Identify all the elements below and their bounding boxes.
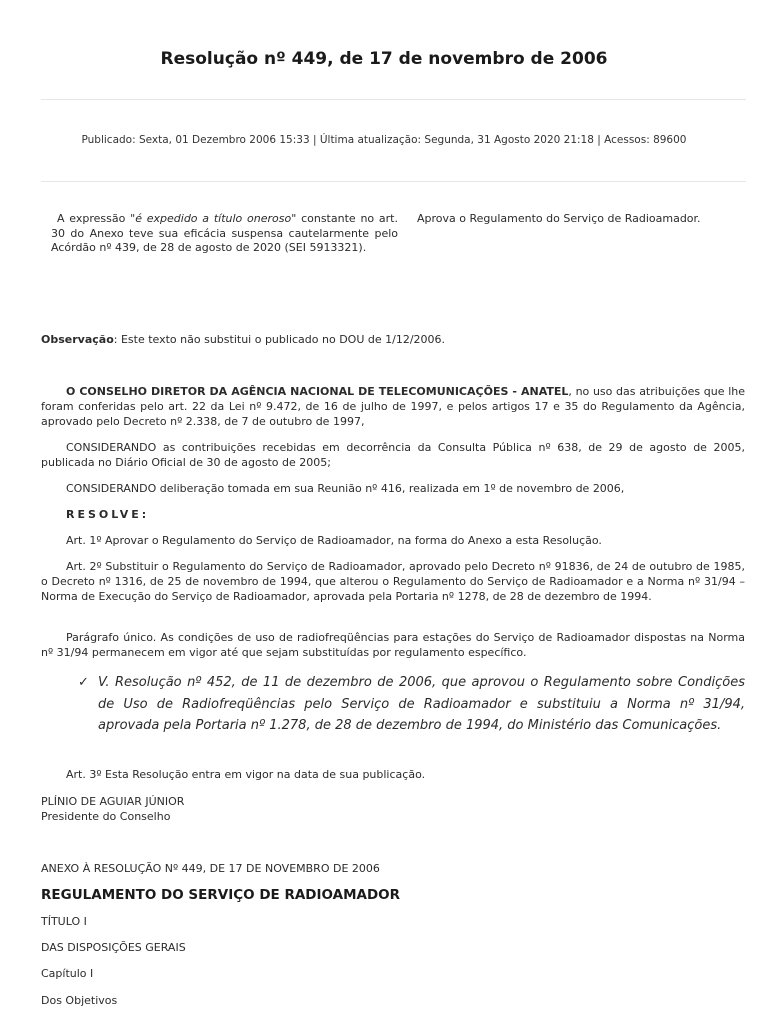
capitulo-heading: Capítulo I xyxy=(41,967,94,980)
anexo-heading: ANEXO À RESOLUÇÃO Nº 449, DE 17 DE NOVEMBRO DE 2006 xyxy=(41,862,380,875)
preamble-paragraph: O CONSELHO DIRETOR DA AGÊNCIA NACIONAL DE TELECOMUNICAÇÕES - ANATEL, no uso das atribuições que lhe foram conferidas pelo art. 22 da Lei nº 9.472, de 16 de julho de 1997, e pelos artigos 17 e 35 do Regulamento da Agência, aprovado pelo Decreto nº 2.338, de 7 de outubro de 1997, xyxy=(41,385,745,428)
disposicoes-heading: DAS DISPOSIÇÕES GERAIS xyxy=(41,941,186,954)
considerando-1: CONSIDERANDO as contribuições recebidas em decorrência da Consulta Pública nº 638, de 29 de agosto de 2005, publicada no Diário Oficial de 30 de agosto de 2005; xyxy=(41,441,745,469)
considerando-2: CONSIDERANDO deliberação tomada em sua Reunião nº 416, realizada em 1º de novembro de 2006, xyxy=(66,482,625,495)
resolve-heading: RESOLVE: xyxy=(66,508,150,521)
signature-role: Presidente do Conselho xyxy=(41,810,171,823)
article-1: Art. 1º Aprovar o Regulamento do Serviço de Radioamador, na forma do Anexo a esta Resolução. xyxy=(66,534,602,547)
suspension-note: A expressão "é expedido a título oneroso" constante no art. 30 do Anexo teve sua eficácia suspensa cautelarmente pelo Acórdão nº 439, de 28 de agosto de 2020 (SEI 5913321). xyxy=(51,212,398,254)
divider xyxy=(41,181,746,182)
signature xyxy=(41,794,745,824)
titulo-heading: TÍTULO I xyxy=(41,915,87,928)
divider xyxy=(41,99,746,100)
check-icon: ✓ xyxy=(78,675,89,690)
regulamento-title: REGULAMENTO DO SERVIÇO DE RADIOAMADOR xyxy=(41,887,401,903)
observation: Observação: Este texto não substitui o publicado no DOU de 1/12/2006. xyxy=(41,333,446,346)
article-2: Art. 2º Substituir o Regulamento do Serviço de Radioamador, aprovado pelo Decreto nº 91836, de 24 de outubro de 1985, o Decreto nº 1316, de 25 de novembro de 1994, que alterou o Regulamento do Serviço de Radioamador e a Norma nº 31/94 – Norma de Execução do Serviço de Radioamador, aprovada pela Portaria nº 1278, de 28 de dezembro de 1994. xyxy=(41,560,745,603)
objetivos-heading: Dos Objetivos xyxy=(41,994,118,1007)
publication-meta: Publicado: Sexta, 01 Dezembro 2006 15:33 | Última atualização: Segunda, 31 Agosto 2020 21:18 | Acessos: 89600 xyxy=(81,134,687,146)
page-title: Resolução nº 449, de 17 de novembro de 2006 xyxy=(160,49,608,69)
paragrafo-unico: Parágrafo único. As condições de uso de radiofreqüências para estações do Serviço de Radioamador dispostas na Norma nº 31/94 permanecem em vigor até que sejam substituídas por regulamento específico. xyxy=(41,631,745,659)
signature-name: PLÍNIO DE AGUIAR JÚNIOR xyxy=(41,795,185,808)
reference-quote: ✓ V. Resolução nº 452, de 11 de dezembro de 2006, que aprovou o Regulamento sobre Condições de Uso de Radiofreqüências pelo Serviço de Radioamador e substituiu a Norma nº 31/94, aprovada pela Portaria nº 1.278, de 28 de dezembro de 1994, do Ministério das Comunicações. xyxy=(98,672,745,737)
article-3: Art. 3º Esta Resolução entra em vigor na data de sua publicação. xyxy=(66,768,426,781)
ementa: Aprova o Regulamento do Serviço de Radioamador. xyxy=(417,212,701,225)
